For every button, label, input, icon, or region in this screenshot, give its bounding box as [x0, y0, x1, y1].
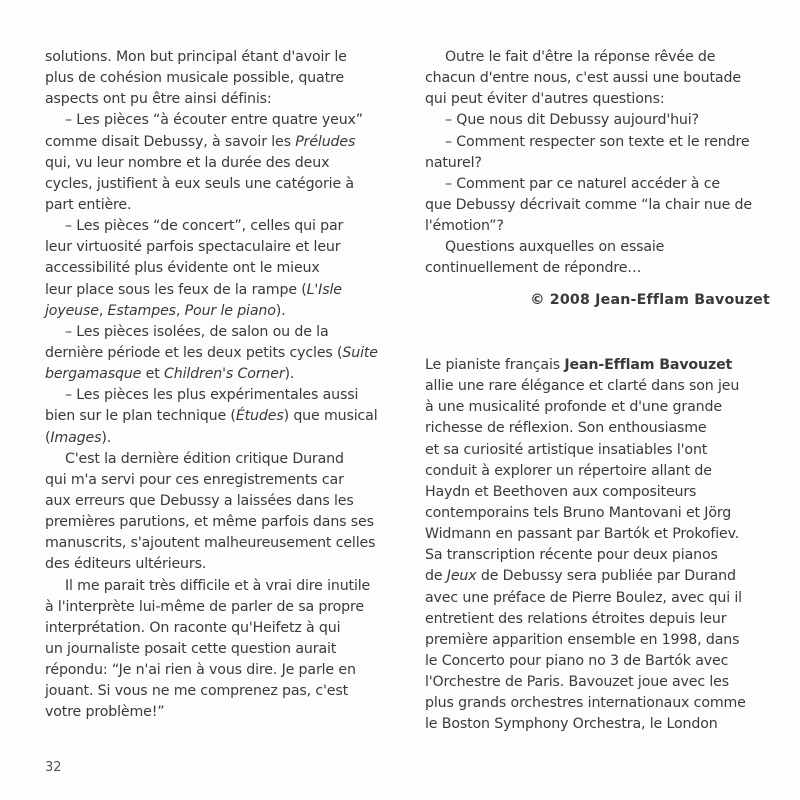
text-line: répondu: “Je n'ai rien à vous dire. Je parle en: [45, 662, 356, 679]
text-line: – Comment par ce naturel accéder à ce: [445, 175, 720, 192]
text-line: avec une préface de Pierre Boulez, avec qui il: [425, 589, 742, 606]
work-title: Préludes: [295, 133, 356, 150]
text-line: et sa curiosité artistique insatiables l'ont: [425, 441, 708, 458]
text-line: part entière.: [45, 196, 132, 213]
text-line: interprétation. On raconte qu'Heifetz à qui: [45, 619, 341, 636]
text-line: aux erreurs que Debussy a laissées dans les: [45, 492, 354, 509]
text-line: naturel?: [425, 154, 482, 171]
work-title: Children's Corner: [163, 366, 285, 383]
text-line: des éditeurs ultérieurs.: [45, 556, 207, 573]
text-line: cycles, justifient à eux seuls une catégorie à: [45, 175, 354, 192]
work-title: Suite: [342, 344, 378, 361]
text-line: Haydn et Beethoven aux compositeurs: [425, 483, 697, 500]
text-line: accessibilité plus évidente ont le mieux: [45, 260, 320, 277]
text-run: ,: [175, 302, 185, 319]
work-title: L'Isle: [306, 281, 342, 298]
text-run: de Debussy sera publiée par Durand: [476, 568, 736, 585]
text-line: votre problème!”: [45, 704, 165, 721]
text-line: [45, 343, 390, 364]
text-line: que Debussy décrivait comme “la chair nue de: [425, 196, 752, 213]
text-line: – Les pièces les plus expérimentales aussi: [65, 387, 359, 404]
text-line: leur virtuosité parfois spectaculaire et leur: [45, 239, 341, 256]
text-line: solutions. Mon but principal étant d'avoir le: [45, 49, 347, 65]
text-line: [425, 355, 775, 376]
text-line: à l'interprète lui-même de parler de sa propre: [45, 598, 364, 615]
text-line: l'émotion”?: [425, 218, 504, 235]
text-line: jouant. Si vous ne me comprenez pas, c'est: [45, 683, 349, 700]
text-line: Outre le fait d'être la réponse rêvée de: [445, 49, 716, 65]
text-run: ).: [284, 366, 295, 383]
text-line: entretient des relations étroites depuis leur: [425, 610, 727, 627]
artist-name: Jean-Efflam Bavouzet: [564, 357, 733, 373]
text-line: [45, 280, 390, 301]
text-run: dernière période et les deux petits cycles (: [45, 344, 343, 361]
text-line: – Les pièces “à écouter entre quatre yeux”: [65, 112, 364, 129]
left-column: [45, 47, 390, 724]
text-line: [45, 428, 390, 449]
text-line: contemporains tels Bruno Mantovani et Jörg: [425, 504, 732, 521]
text-line: – Comment respecter son texte et le rendre: [445, 133, 750, 150]
text-line: le Concerto pour piano no 3 de Bartók avec: [425, 652, 729, 669]
text-line: – Les pièces “de concert”, celles qui par: [65, 218, 344, 235]
text-run: ).: [275, 302, 286, 319]
text-line: plus de cohésion musicale possible, quatre: [45, 70, 344, 87]
text-line: [425, 566, 775, 587]
text-line: [45, 406, 390, 427]
work-title: Jeux: [446, 568, 477, 585]
biography: [425, 355, 775, 736]
text-line: allie une rare élégance et clarté dans son jeu: [425, 378, 740, 395]
text-line: – Les pièces isolées, de salon ou de la: [65, 323, 329, 340]
right-column: [425, 47, 770, 311]
text-run: de: [425, 568, 447, 585]
text-line: plus grands orchestres internationaux comme: [425, 695, 746, 712]
text-line: manuscrits, s'ajoutent malheureusement celles: [45, 535, 376, 552]
text-line: qui peut éviter d'autres questions:: [425, 91, 665, 108]
text-line: Questions auxquelles on essaie: [445, 239, 665, 256]
text-run: ) que musical: [283, 408, 378, 425]
page-number: 32: [45, 760, 62, 775]
text-run: et: [141, 366, 164, 383]
text-run: leur place sous les feux de la rampe (: [45, 281, 307, 298]
text-line: le Boston Symphony Orchestra, le London: [425, 716, 718, 733]
work-title: Estampes: [107, 302, 176, 319]
work-title: bergamasque: [45, 366, 142, 383]
text-line: Sa transcription récente pour deux pianos: [425, 547, 718, 564]
text-line: conduit à explorer un répertoire allant de: [425, 462, 712, 479]
text-run: comme disait Debussy, à savoir les: [45, 133, 296, 150]
text-run: (: [45, 429, 51, 446]
text-line: C'est la dernière édition critique Durand: [65, 450, 344, 467]
text-line: un journaliste posait cette question aurait: [45, 640, 337, 657]
work-title: Études: [235, 408, 284, 425]
work-title: Pour le piano: [184, 302, 276, 319]
text-line: [45, 132, 390, 153]
text-line: l'Orchestre de Paris. Bavouzet joue avec les: [425, 674, 729, 691]
work-title: Images: [50, 429, 102, 446]
text-line: [45, 364, 390, 385]
text-line: continuellement de répondre…: [425, 260, 642, 277]
text-line: première apparition ensemble en 1998, dans: [425, 631, 740, 648]
text-line: Il me parait très difficile et à vrai dire inutile: [65, 577, 371, 594]
text-line: [45, 301, 390, 322]
text-run: ).: [101, 429, 112, 446]
copyright-line: © 2008 Jean-Efflam Bavouzet: [530, 291, 770, 308]
text-line: richesse de réflexion. Son enthousiasme: [425, 420, 707, 437]
text-line: à une musicalité profonde et d'une grande: [425, 399, 722, 416]
work-title: joyeuse: [45, 302, 99, 319]
text-run: bien sur le plan technique (: [45, 408, 236, 425]
text-run: ,: [98, 302, 108, 319]
text-line: chacun d'entre nous, c'est aussi une boutade: [425, 70, 741, 87]
text-line: premières parutions, et même parfois dans ses: [45, 514, 374, 531]
text-line: qui m'a servi pour ces enregistrements car: [45, 471, 344, 488]
text-line: Widmann en passant par Bartók et Prokofiev.: [425, 526, 740, 543]
text-run: Le pianiste français: [425, 357, 565, 373]
text-line: – Que nous dit Debussy aujourd'hui?: [445, 112, 699, 129]
text-line: aspects ont pu être ainsi définis:: [45, 91, 272, 108]
text-line: qui, vu leur nombre et la durée des deux: [45, 154, 330, 171]
